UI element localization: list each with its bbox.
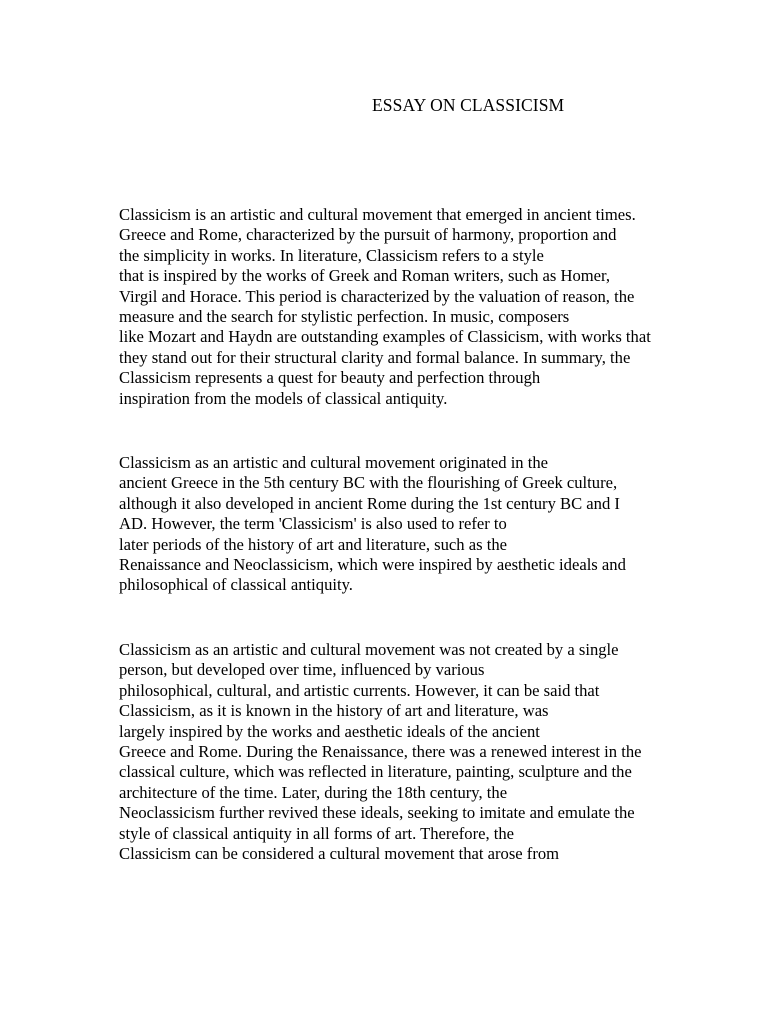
paragraph-line: Classicism, as it is known in the history of art and literature, was [119, 701, 549, 721]
paragraph-line: Greece and Rome. During the Renaissance, there was a renewed interest in the [119, 742, 642, 762]
paragraph-line: although it also developed in ancient Rome during the 1st century BC and I [119, 493, 620, 513]
paragraph-line: Greece and Rome, characterized by the pursuit of harmony, proportion and [119, 225, 617, 245]
paragraph-line: AD. However, the term 'Classicism' is also used to refer to [119, 514, 507, 534]
paragraph-line: philosophical of classical antiquity. [119, 575, 353, 595]
paragraph-2 [119, 453, 626, 596]
paragraph-line: Classicism can be considered a cultural movement that arose from [119, 844, 560, 864]
paragraph-1 [119, 205, 651, 409]
paragraph-line: Classicism as an artistic and cultural movement originated in the [119, 453, 549, 472]
paragraph-line: Neoclassicism further revived these ideals, seeking to imitate and emulate the [119, 803, 635, 823]
paragraph-line: that is inspired by the works of Greek and Roman writers, such as Homer, [119, 266, 611, 286]
paragraph-line: inspiration from the models of classical antiquity. [119, 388, 448, 408]
paragraph-line: later periods of the history of art and literature, such as the [119, 534, 507, 554]
document-title: ESSAY ON CLASSICISM [372, 95, 565, 115]
paragraph-line: measure and the search for stylistic perfection. In music, composers [119, 307, 570, 327]
paragraph-line: Virgil and Horace. This period is characterized by the valuation of reason, the [119, 286, 635, 306]
paragraph-line: Classicism as an artistic and cultural movement was not created by a single [119, 640, 619, 659]
paragraph-line: architecture of the time. Later, during the 18th century, the [119, 782, 508, 802]
paragraph-line: the simplicity in works. In literature, Classicism refers to a style [119, 245, 544, 265]
paragraph-line: ancient Greece in the 5th century BC with the flourishing of Greek culture, [119, 473, 618, 493]
paragraph-line: person, but developed over time, influenced by various [119, 660, 485, 680]
paragraph-line: Classicism is an artistic and cultural movement that emerged in ancient times. [119, 205, 636, 224]
paragraph-line: Classicism represents a quest for beauty and perfection through [119, 368, 541, 388]
paragraph-line: they stand out for their structural clarity and formal balance. In summary, the [119, 347, 631, 367]
paragraph-line: classical culture, which was reflected in literature, painting, sculpture and the [119, 762, 632, 782]
paragraph-line: largely inspired by the works and aesthetic ideals of the ancient [119, 721, 540, 741]
paragraph-line: style of classical antiquity in all forms of art. Therefore, the [119, 823, 515, 843]
paragraph-line: philosophical, cultural, and artistic currents. However, it can be said that [119, 680, 600, 700]
paragraph-line: Renaissance and Neoclassicism, which were inspired by aesthetic ideals and [119, 555, 626, 575]
paragraph-3 [119, 640, 642, 864]
paragraph-line: like Mozart and Haydn are outstanding examples of Classicism, with works that [119, 327, 651, 347]
